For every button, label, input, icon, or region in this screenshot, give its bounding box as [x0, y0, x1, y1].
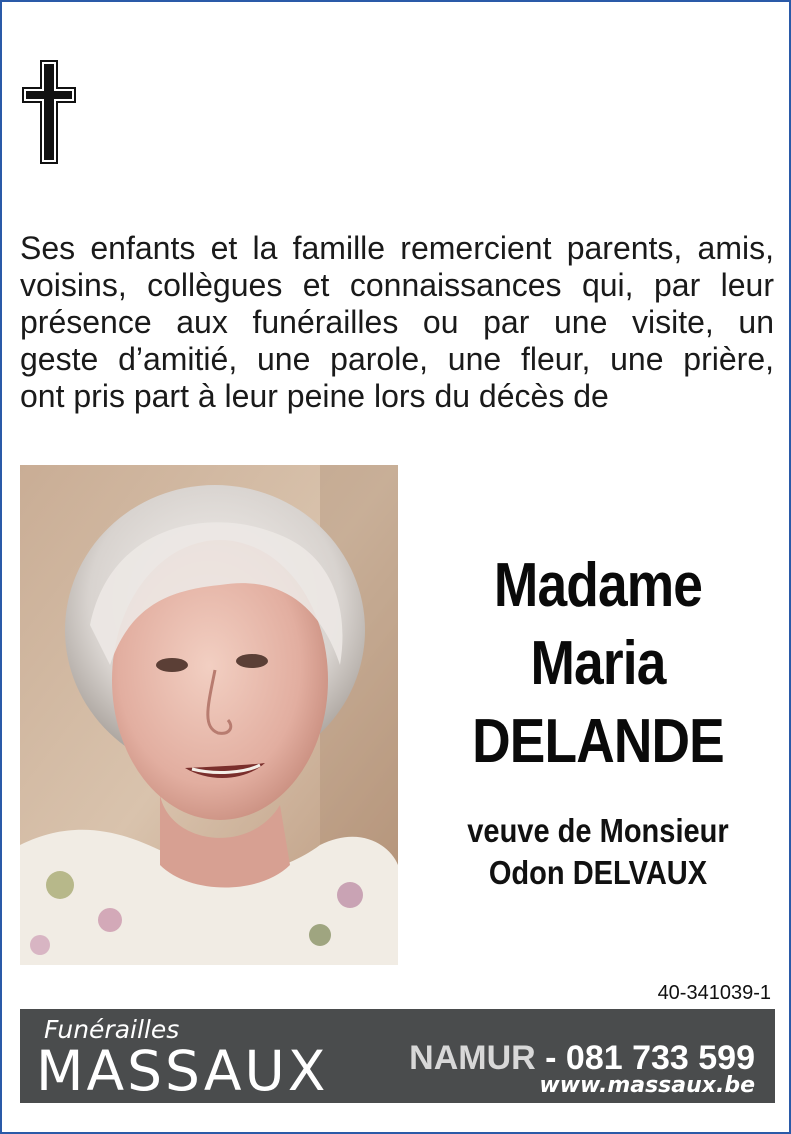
phone-number: 081 733 599 — [565, 1039, 755, 1077]
thanks-line: présence aux funérailles ou par une visite, un — [20, 304, 774, 340]
deceased-name — [422, 547, 774, 781]
city: NAMUR — [409, 1039, 536, 1077]
name-title: Madame — [493, 551, 703, 620]
thanks-line: geste d’amitié, une parole, une fleur, une prière, — [20, 341, 774, 377]
thanks-line: Ses enfants et la famille remercient parents, amis, — [20, 230, 774, 266]
thanks-paragraph — [20, 230, 774, 415]
thanks-line: voisins, collègues et connaissances qui, par leur — [20, 267, 774, 303]
deceased-portrait-photo — [20, 465, 398, 965]
company-name: MASSAUX — [36, 1039, 329, 1103]
funeral-home-banner — [20, 1009, 775, 1103]
banner-label: Funérailles — [44, 1015, 180, 1044]
website-link[interactable]: www.massaux.be — [539, 1073, 755, 1098]
separator: - — [535, 1039, 566, 1077]
thanks-line: ont pris part à leur peine lors du décès de — [20, 378, 609, 414]
widow-of — [422, 810, 774, 894]
name-first: Maria — [530, 629, 666, 698]
cross-icon — [22, 60, 76, 164]
name-last: DELANDE — [472, 707, 724, 776]
widow-line-2: Odon DELVAUX — [488, 854, 708, 891]
notice-reference: 40-341039-1 — [657, 982, 771, 1004]
widow-line-1: veuve de Monsieur — [467, 812, 729, 849]
